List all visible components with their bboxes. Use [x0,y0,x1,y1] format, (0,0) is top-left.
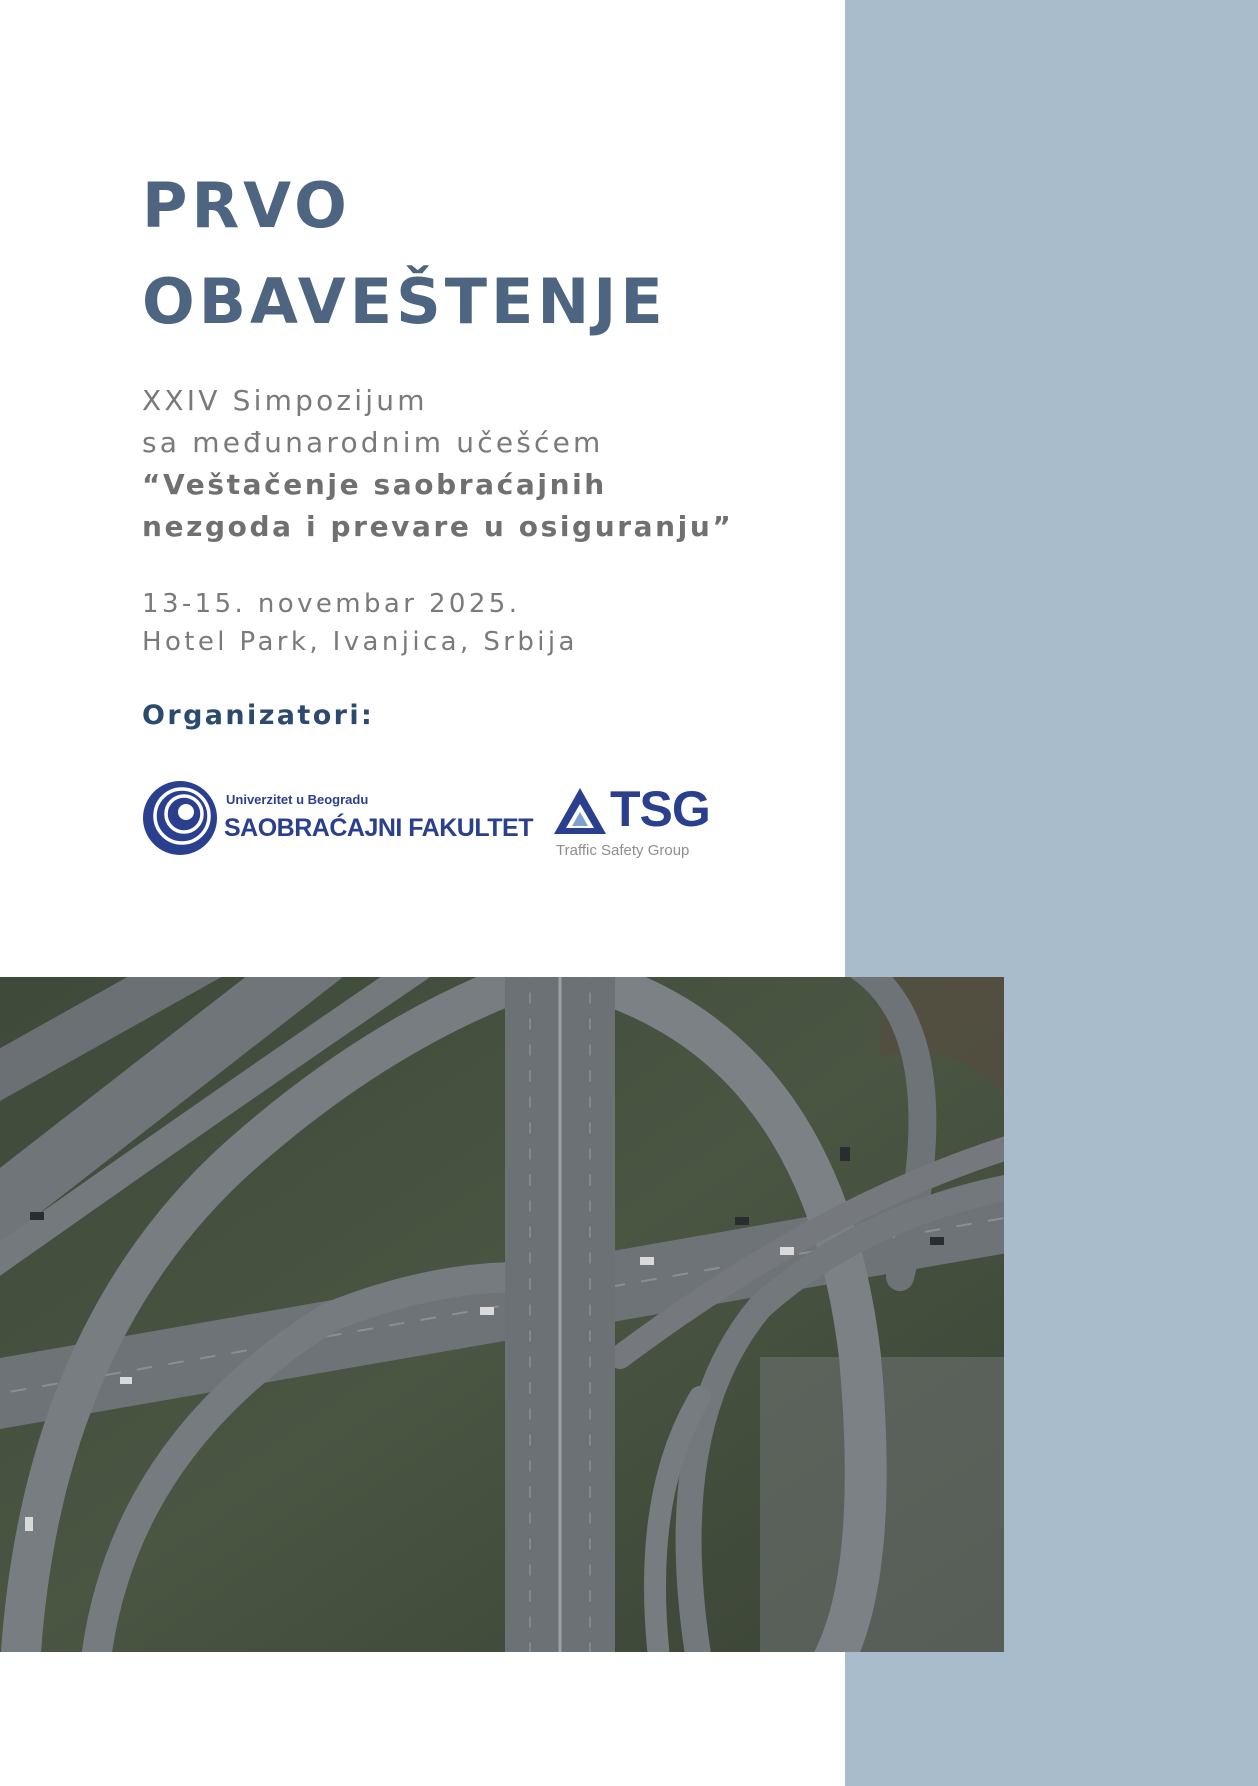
title-line-2: OBAVEŠTENJE [142,265,667,338]
sf-emblem-icon [142,780,218,856]
sf-university-text: Univerzitet u Beogradu [226,792,369,807]
saobracajni-fakultet-logo [142,780,533,856]
organizers-label: Organizatori: [142,700,375,731]
event-edition: XXIV Simpozijum [142,384,428,417]
tsg-triangle-icon [552,786,608,836]
sf-faculty-text: SAOBRAĆAJNI FAKULTET [224,814,533,842]
event-info [142,380,733,548]
page-title [142,158,667,350]
event-name-line-1: “Veštačenje saobraćajnih [142,468,607,501]
title-line-1: PRVO [142,169,351,242]
tsg-subtitle: Traffic Safety Group [556,842,690,859]
event-name-line-2: nezgoda i prevare u osiguranju” [142,510,734,543]
aerial-highway-photo [0,977,1004,1652]
event-details [142,585,578,661]
event-date: 13-15. novembar 2025. [142,589,521,619]
tsg-name: TSG [610,781,710,837]
tsg-logo [552,781,722,864]
event-subtitle: sa međunarodnim učešćem [142,426,604,459]
event-location: Hotel Park, Ivanjica, Srbija [142,627,578,657]
